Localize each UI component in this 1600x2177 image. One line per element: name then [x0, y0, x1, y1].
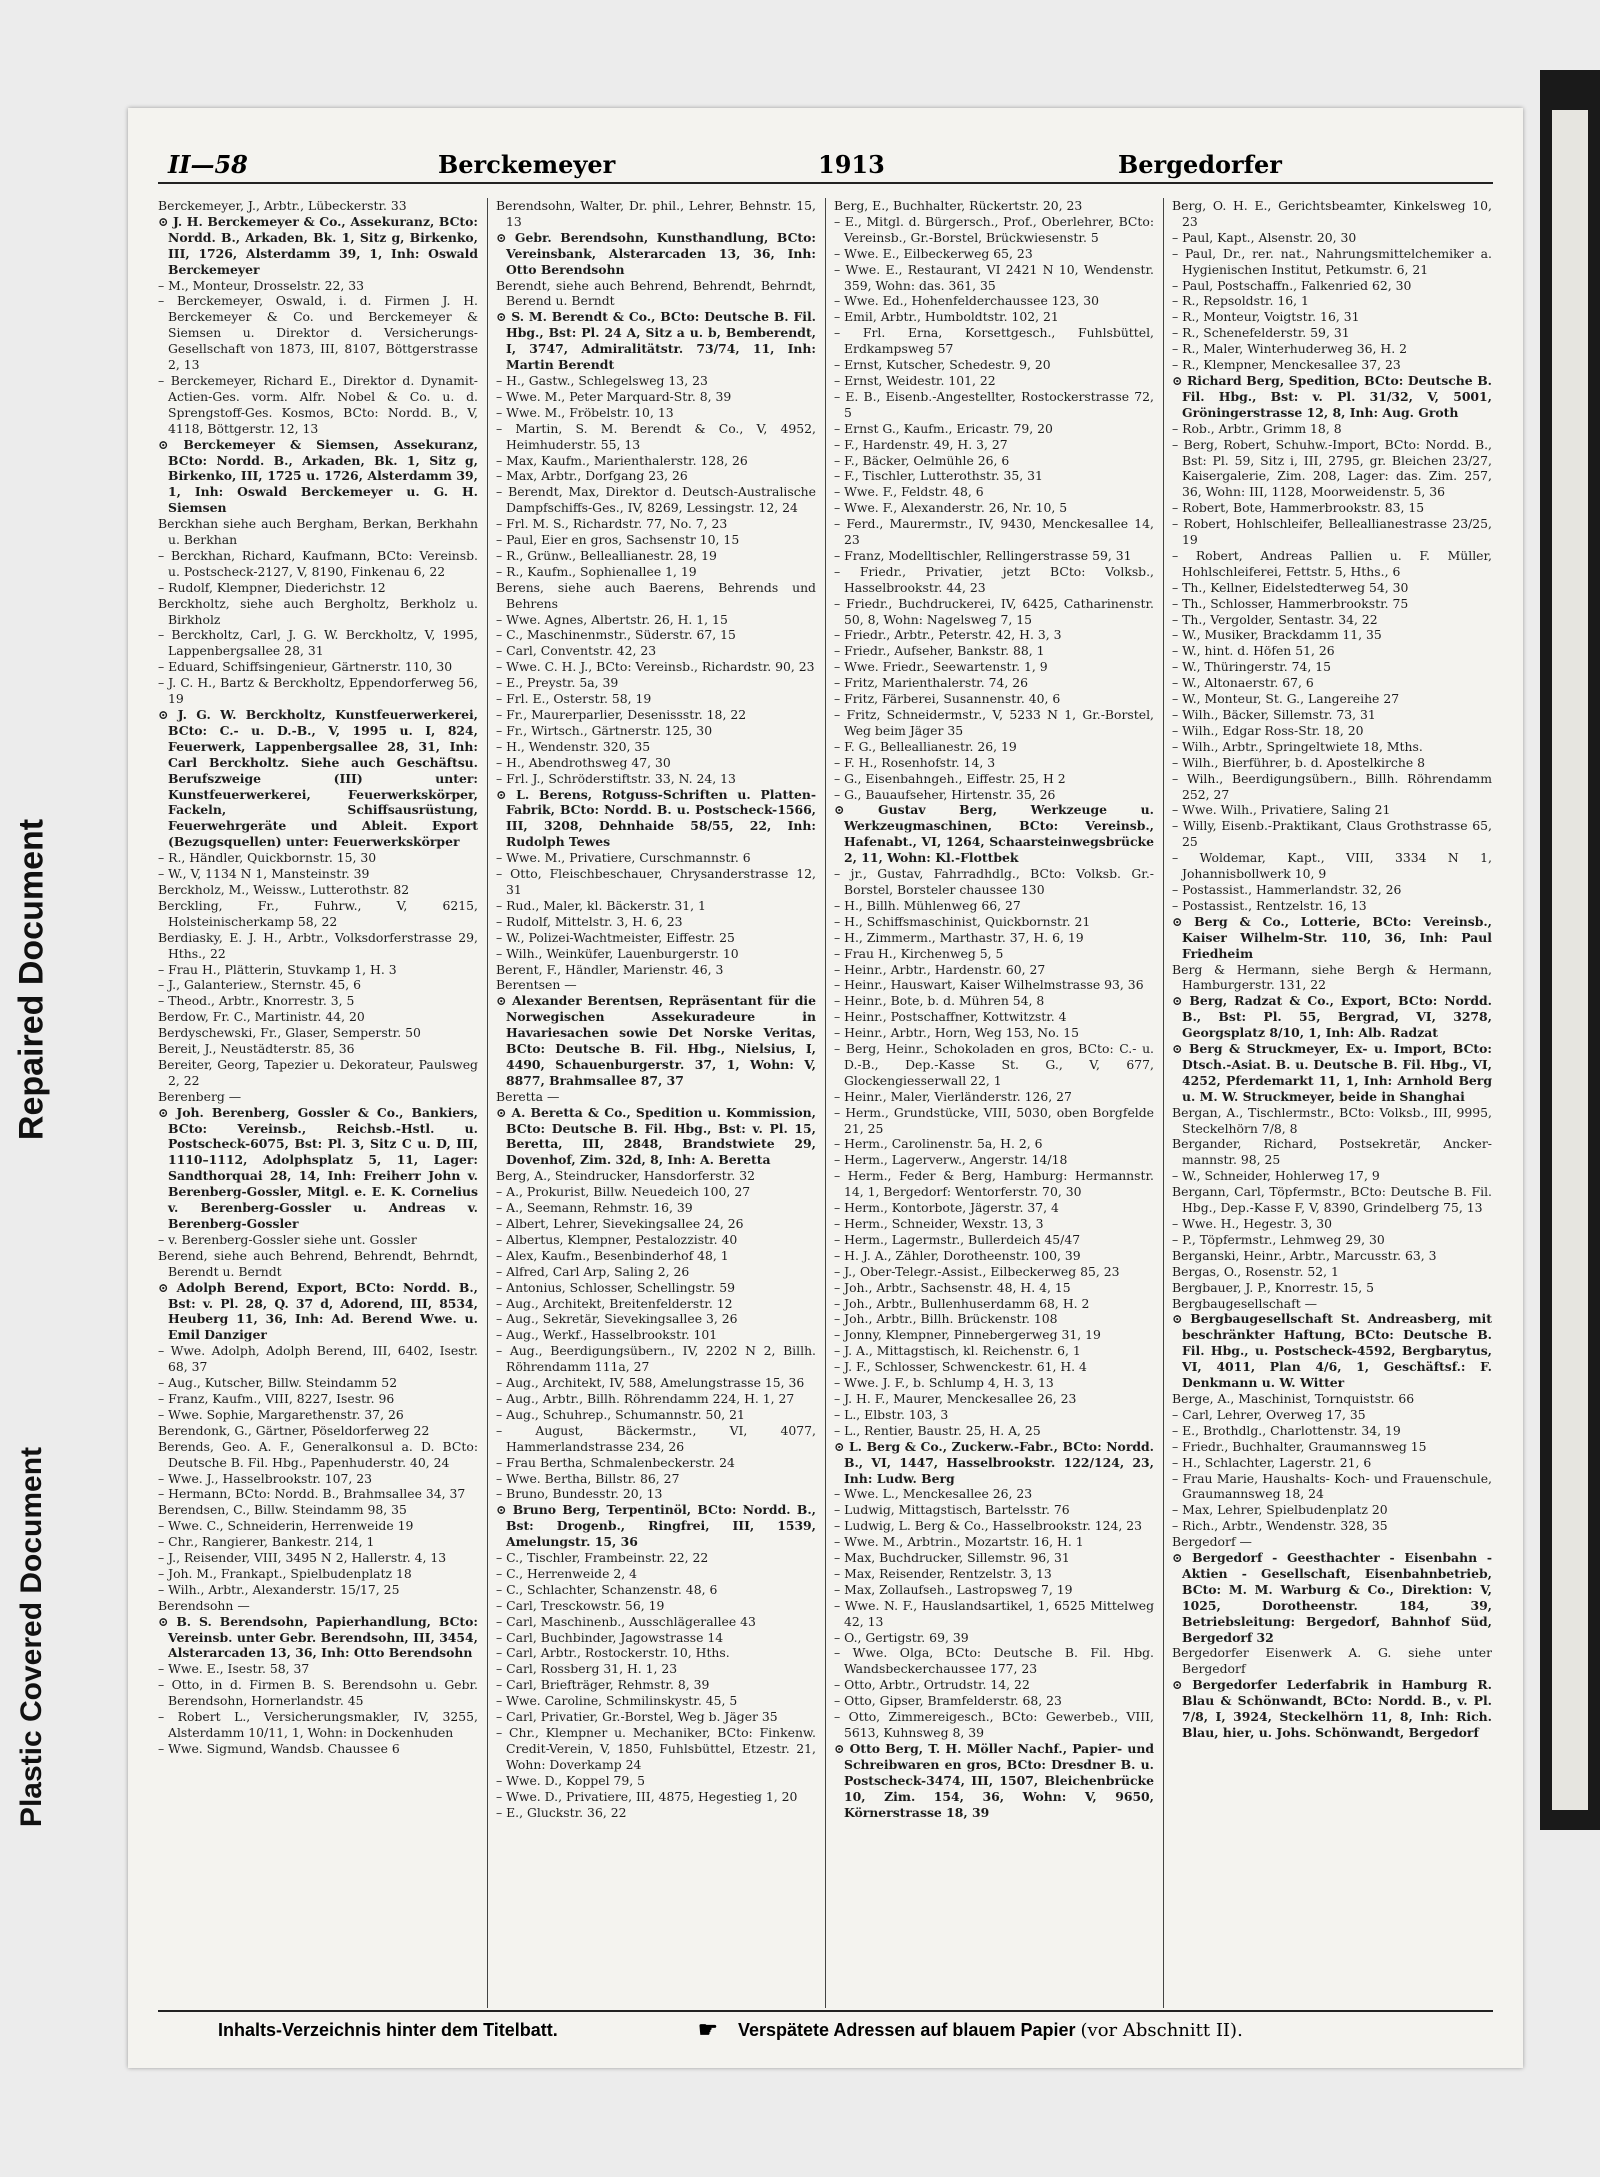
directory-entry: – Wwe. M., Arbtrin., Mozartstr. 16, H. 1 — [834, 1534, 1084, 1550]
directory-entry: – Ludwig, Mittagstisch, Bartelsstr. 76 — [834, 1502, 1070, 1518]
directory-entry: – W., Polizei-Wachtmeister, Eiffestr. 25 — [496, 929, 735, 945]
directory-entry: – Frau H., Kirchenweg 5, 5 — [834, 945, 1004, 961]
directory-entry: – Fritz, Schneidermstr., V, 5233 N 1, Gr.-Borstel, Weg beim Jäger 35 — [834, 707, 1154, 738]
directory-entry: – Fr., Maurerparlier, Desenissstr. 18, 22 — [496, 707, 747, 722]
directory-entry: Bergedorfer Eisenwerk A. G. siehe unter Bergedorf — [1172, 1645, 1492, 1677]
directory-entry: – Fritz, Marienthalerstr. 74, 26 — [834, 675, 1029, 691]
directory-entry: – W., Thüringerstr. 74, 15 — [1172, 659, 1331, 675]
directory-entry: – Wwe. L., Menckesallee 26, 23 — [834, 1486, 1033, 1502]
header-year: 1913 — [818, 150, 885, 179]
directory-entry: – Wwe. E., Restaurant, VI 2421 N 10, Wendenstr. 359, Wohn: das. 361, 35 — [834, 261, 1154, 293]
directory-entry: – H., Gastw., Schlegelsweg 13, 23 — [496, 372, 708, 388]
directory-entry: – Rob., Arbtr., Grimm 18, 8 — [1172, 420, 1342, 436]
directory-entry: Bergander, Richard, Postsekretär, Ancker-mannstr. 98, 25 — [1172, 1136, 1492, 1168]
directory-entry: – Max, Buchdrucker, Sillemstr. 96, 31 — [834, 1550, 1070, 1566]
directory-entry: – Ludwig, L. Berg & Co., Hasselbrookstr. 124, 23 — [834, 1518, 1143, 1534]
directory-entry: – W., Altonaerstr. 67, 6 — [1172, 675, 1314, 691]
directory-entry: – Fritz, Färberei, Susannenstr. 40, 6 — [834, 691, 1061, 707]
directory-entry: Berends, Geo. A. F., Generalkonsul a. D. BCto: Deutsche B. Fil. Hbg., Papenhuderstr. 40, 24 — [158, 1438, 478, 1470]
directory-entry: – Paul, Dr., rer. nat., Nahrungsmittelchemiker a. Hygienischen Institut, Petkumstr. 6, 21 — [1172, 245, 1492, 277]
directory-entry: – P., Töpfermstr., Lehmweg 29, 30 — [1172, 1231, 1385, 1247]
directory-entry: – Carl, Privatier, Gr.-Borstel, Weg b. Jäger 35 — [496, 1709, 778, 1725]
directory-entry: – August, Bäckermstr., VI, 4077, Hammerlandstrasse 234, 26 — [496, 1422, 816, 1454]
directory-entry: ⊙ Bergedorfer Lederfabrik in Hamburg R. Blau & Schönwandt, BCto: Nordd. B., v. Pl. 7/8, I, 3924, Steckelhörn 11, 8, Inh: Rich. Blau, hier, u. Johs. Schönwandt, Bergedorf — [1172, 1677, 1492, 1740]
footer-late-addresses — [738, 2020, 1243, 2041]
directory-entry: – Berckemeyer, Richard E., Direktor d. Dynamit-Actien-Ges. vorm. Alfr. Nobel & Co. u. d. Sprengstoff-Ges. Kosmos, BCto: Nordd. B., V, 4118, Böttgerstr. 12, 13 — [158, 372, 478, 436]
directory-entry: – E., Preystr. 5a, 39 — [496, 675, 619, 691]
directory-entry: – H., Zimmerm., Marthastr. 37, H. 6, 19 — [834, 929, 1084, 945]
directory-entry: – E. B., Eisenb.-Angestellter, Rostockerstrasse 72, 5 — [834, 388, 1154, 420]
directory-entry: Bergedorf — — [1172, 1534, 1252, 1550]
directory-entry: – Rudolf, Mittelstr. 3, H. 6, 23 — [496, 913, 683, 929]
directory-entry: – H., Wendenstr. 320, 35 — [496, 738, 651, 754]
directory-entry: – Paul, Postschaffn., Falkenried 62, 30 — [1172, 277, 1412, 293]
directory-entry: – Frl. E., Osterstr. 58, 19 — [496, 691, 652, 707]
directory-entry: ⊙ Berg & Struckmeyer, Ex- u. Import, BCto: Dtsch.-Asiat. B. u. Deutsche B. Fil. Hbg., VI, 4252, Pferdemarkt 11, 1, Inh: Arnhold Berg u. M. W. Struckmeyer, beide in Shanghai — [1172, 1041, 1492, 1104]
directory-entry: – Heinr., Bote, b. d. Mühren 54, 8 — [834, 993, 1045, 1009]
directory-entry: Beretta — — [496, 1088, 560, 1104]
column-divider — [825, 198, 826, 2008]
directory-entry: – Th., Schlosser, Hammerbrookstr. 75 — [1172, 595, 1409, 611]
directory-entry: – Frau H., Plätterin, Stuvkamp 1, H. 3 — [158, 961, 397, 977]
directory-entry: – Max, Reisender, Rentzelstr. 3, 13 — [834, 1565, 1052, 1581]
directory-entry: – Franz, Kaufm., VIII, 8227, Isestr. 96 — [158, 1390, 395, 1406]
directory-entry: – H. J. A., Zähler, Dorotheenstr. 100, 39 — [834, 1247, 1081, 1263]
directory-entry: – R., Kaufm., Sophienallee 1, 19 — [496, 563, 697, 579]
directory-entry: – Otto, Fleischbeschauer, Chrysanderstrasse 12, 31 — [496, 866, 816, 897]
directory-entry: – Joh., Arbtr., Billh. Brückenstr. 108 — [834, 1311, 1058, 1327]
directory-entry: – F., Tischler, Lutterothstr. 35, 31 — [834, 468, 1043, 484]
directory-entry: – Carl, Maschinenb., Ausschlägerallee 43 — [496, 1613, 756, 1629]
directory-entry: – J. H. F., Maurer, Menckesallee 26, 23 — [834, 1390, 1077, 1406]
directory-entry: – Friedr., Arbtr., Peterstr. 42, H. 3, 3 — [834, 627, 1062, 643]
footer-section-note: (vor Abschnitt II). — [1080, 2020, 1243, 2041]
directory-entry: – Jonny, Klempner, Pinnebergerweg 31, 19 — [834, 1327, 1101, 1343]
directory-entry: ⊙ Richard Berg, Spedition, BCto: Deutsche B. Fil. Hbg., Bst: v. Pl. 31/32, V, 5001, Gröningerstrasse 12, 8, Inh: Aug. Groth — [1172, 372, 1492, 420]
directory-entry: – Wwe. H., Hegestr. 3, 30 — [1172, 1216, 1333, 1231]
directory-entry: – F., Bäcker, Oelmühle 26, 6 — [834, 452, 1010, 468]
directory-entry: – Wilh., Bäcker, Sillemstr. 73, 31 — [1172, 707, 1376, 722]
directory-entry: Berendsohn — — [158, 1597, 250, 1613]
directory-entry: – Carl, Tresckowstr. 56, 19 — [496, 1597, 665, 1613]
directory-entry: – W., Schneider, Hohlerweg 17, 9 — [1172, 1168, 1380, 1184]
directory-entry: ⊙ Bergbaugesellschaft St. Andreasberg, mit beschränkter Haftung, BCto: Deutsche B. Fil. Hbg., u. Postscheck-4592, Bergbarytus, VI, 4011, Plan 4/6, 1, Geschäftsf.: F. Denkmann u. W. Witter — [1172, 1311, 1492, 1391]
directory-entry: Berg & Hermann, siehe Bergh & Hermann, Hamburgerstr. 131, 22 — [1172, 961, 1492, 993]
directory-entry: – Eduard, Schiffsingenieur, Gärtnerstr. 110, 30 — [158, 659, 453, 675]
directory-entry: – Aug., Architekt, Breitenfelderstr. 12 — [496, 1295, 733, 1311]
side-label-plastic-text: Plastic Covered Document — [15, 1446, 48, 1828]
directory-entry: – Martin, S. M. Berendt & Co., V, 4952, Heimhuderstr. 55, 13 — [496, 420, 816, 452]
directory-entry: – Postassist., Hammerlandstr. 32, 26 — [1172, 881, 1402, 897]
directory-entry: – Wwe. Sophie, Margarethenstr. 37, 26 — [158, 1406, 404, 1422]
side-label-repaired — [13, 750, 52, 1210]
directory-entry: – Max, Zollaufseh., Lastropsweg 7, 19 — [834, 1581, 1073, 1597]
directory-entry: – M., Monteur, Drosselstr. 22, 33 — [158, 277, 365, 293]
directory-entry: – J. F., Schlosser, Schwenckestr. 61, H. 4 — [834, 1359, 1087, 1375]
column-2 — [496, 198, 816, 2008]
directory-entry: – A., Seemann, Rehmstr. 16, 39 — [496, 1200, 693, 1216]
directory-entry: Berg, O. H. E., Gerichtsbeamter, Kinkelsweg 10, 23 — [1172, 198, 1492, 229]
directory-entry: – Antonius, Schlosser, Schellingstr. 59 — [496, 1279, 736, 1295]
adjacent-page-edge — [1540, 70, 1600, 1830]
directory-entry: – Friedr., Aufseher, Bankstr. 88, 1 — [834, 643, 1045, 659]
directory-entry: – H., Schiffsmaschinist, Quickbornstr. 21 — [834, 913, 1091, 929]
directory-entry: – Ferd., Maurermstr., IV, 9430, Menckesallee 14, 23 — [834, 516, 1154, 548]
directory-entry: – R., Maler, Winterhuderweg 36, H. 2 — [1172, 341, 1407, 357]
directory-entry: – Carl, Briefträger, Rehmstr. 8, 39 — [496, 1677, 710, 1693]
directory-entry: Bereiter, Georg, Tapezier u. Dekorateur, Paulsweg 2, 22 — [158, 1056, 478, 1088]
directory-entry: ⊙ J. H. Berckemeyer & Co., Assekuranz, BCto: Nordd. B., Arkaden, Bk. 1, Sitz g, Birkenko, III, 1726, Alsterdamm 39, 1, Inh: Oswald Berckemeyer — [158, 213, 478, 277]
directory-entry: – H., Abendrothsweg 47, 30 — [496, 754, 671, 770]
directory-entry: – Aug., Arbtr., Billh. Röhrendamm 224, H. 1, 27 — [496, 1390, 795, 1406]
directory-entry: ⊙ Bergedorf - Geesthachter - Eisenbahn - Aktien - Gesellschaft, Eisenbahnbetrieb, BCto: M. M. Warburg & Co., Direktion: V, 1025, Dorotheenstr. 184, 39, Betriebsleitung: Bergedorf, Bahnhof Süd, Bergedorf 32 — [1172, 1550, 1492, 1645]
directory-entry: – Friedr., Buchdruckerei, IV, 6425, Catharinenstr. 50, 8, Wohn: Nagelsweg 7, 15 — [834, 595, 1154, 627]
directory-entry: Berckemeyer, J., Arbtr., Lübeckerstr. 33 — [158, 198, 407, 213]
directory-entry: Berenberg — — [158, 1088, 242, 1104]
page-footer — [158, 2010, 1493, 2052]
directory-entry: – Wilh., Weinküfer, Lauenburgerstr. 10 — [496, 945, 739, 961]
header-last-entry: Bergedorfer — [1118, 150, 1282, 179]
directory-entry: – Berckemeyer, Oswald, i. d. Firmen J. H. Berckemeyer & Co. und Berckemeyer & Siemsen u. Direktor d. Versicherungs-Gesellschaft von 1873, III, 8107, Böttgerstrasse 2, 13 — [158, 293, 478, 373]
directory-entry: – Wwe. Ed., Hohenfelderchaussee 123, 30 — [834, 293, 1100, 309]
directory-entry: – Otto, Gipser, Bramfelderstr. 68, 23 — [834, 1693, 1062, 1709]
directory-entry: – Aug., Werkf., Hasselbrookstr. 101 — [496, 1327, 718, 1343]
directory-entry: – Albert, Lehrer, Sievekingsallee 24, 26 — [496, 1216, 744, 1231]
directory-entry: – jr., Gustav, Fahrradhdlg., BCto: Volksb. Gr.-Borstel, Borsteler chaussee 130 — [834, 866, 1154, 897]
directory-entry: Berendsohn, Walter, Dr. phil., Lehrer, Behnstr. 15, 13 — [496, 198, 816, 229]
directory-entry: – Wilh., Edgar Ross-Str. 18, 20 — [1172, 722, 1364, 738]
directory-entry: – Herm., Kontorbote, Jägerstr. 37, 4 — [834, 1200, 1059, 1216]
directory-entry: Bergbaugesellschaft — — [1172, 1295, 1318, 1311]
directory-entry: – Aug., Kutscher, Billw. Steindamm 52 — [158, 1375, 398, 1391]
directory-entry: – Herm., Lagermstr., Bullerdeich 45/47 — [834, 1231, 1081, 1247]
directory-entry: ⊙ Bruno Berg, Terpentinöl, BCto: Nordd. B., Bst: Drogenb., Ringfrei, III, 1539, Amelungstr. 15, 36 — [496, 1502, 816, 1550]
directory-entry: – R., Klempner, Menckesallee 37, 23 — [1172, 357, 1401, 373]
directory-entry: – Paul, Eier en gros, Sachsenstr 10, 15 — [496, 532, 740, 548]
directory-entry: Berendonk, G., Gärtner, Pöseldorferweg 22 — [158, 1422, 430, 1438]
directory-entry: – Wwe. D., Privatiere, III, 4875, Hegestieg 1, 20 — [496, 1788, 798, 1804]
directory-entry: – Wwe. Bertha, Billstr. 86, 27 — [496, 1470, 680, 1486]
directory-entry: – J. A., Mittagstisch, kl. Reichenstr. 6, 1 — [834, 1343, 1081, 1359]
directory-entry: – H., Schlachter, Lagerstr. 21, 6 — [1172, 1454, 1372, 1470]
directory-entry: – E., Brothdlg., Charlottenstr. 34, 19 — [1172, 1422, 1401, 1438]
directory-entry: – Joh. M., Frankapt., Spielbudenplatz 18 — [158, 1565, 412, 1581]
page-number: II—58 — [168, 150, 248, 179]
column-1 — [158, 198, 478, 2008]
column-divider — [487, 198, 488, 2008]
directory-entry: – Herm., Grundstücke, VIII, 5030, oben Borgfelde 21, 25 — [834, 1104, 1154, 1136]
directory-entry: Berent, F., Händler, Marienstr. 46, 3 — [496, 961, 724, 977]
directory-entry: – Wwe. M., Privatiere, Curschmannstr. 6 — [496, 850, 751, 866]
directory-entry: Berendt, siehe auch Behrend, Behrendt, Behrndt, Berend u. Berndt — [496, 277, 816, 309]
directory-entry: ⊙ Joh. Berenberg, Gossler & Co., Bankiers, BCto: Vereinsb., Reichsb.-Hstl. u. Postscheck-6075, Bst: Pl. 3, Sitz C u. D, III, 1110–1112, Adolphsplatz 5, 11, Lager: Sandthorquai 28, 14, Inh: Freiherr John v. Berenberg-Gossler, Mitgl. e. E. K. Cornelius v. Berenberg-Gossler u. Andreas v. Berenberg-Gossler — [158, 1104, 478, 1231]
directory-entry: – Berckholtz, Carl, J. G. W. Berckholtz, V, 1995, Lappenbergsallee 28, 31 — [158, 627, 478, 659]
directory-entry: Berg, E., Buchhalter, Rückertstr. 20, 23 — [834, 198, 1083, 213]
directory-entry: – C., Maschinenmstr., Süderstr. 67, 15 — [496, 627, 736, 643]
directory-entry: – Frau Bertha, Schmalenbeckerstr. 24 — [496, 1454, 735, 1470]
directory-entry: – Wilh., Arbtr., Alexanderstr. 15/17, 25 — [158, 1581, 400, 1597]
directory-entry: – Otto, in d. Firmen B. S. Berendsohn u. Gebr. Berendsohn, Hornerlandstr. 45 — [158, 1677, 478, 1709]
directory-entry: ⊙ S. M. Berendt & Co., BCto: Deutsche B. Fil. Hbg., Bst: Pl. 24 A, Sitz a u. b, Bemberendt, I, 3747, Admiralitätstr. 73/74, 11, Inh: Martin Berendt — [496, 309, 816, 373]
column-divider — [1163, 198, 1164, 2008]
directory-entry: – Friedr., Privatier, jetzt BCto: Volksb., Hasselbrookstr. 44, 23 — [834, 563, 1154, 595]
directory-entry: – O., Gertigstr. 69, 39 — [834, 1629, 969, 1645]
directory-entry: – Wwe. M., Fröbelstr. 10, 13 — [496, 404, 674, 420]
directory-entry: – Aug., Beerdigungsübern., IV, 2202 N 2, Billh. Röhrendamm 111a, 27 — [496, 1343, 816, 1375]
directory-entry: – Wilh., Arbtr., Springeltwiete 18, Mths. — [1172, 738, 1423, 754]
directory-entry: – Wwe. D., Koppel 79, 5 — [496, 1772, 646, 1788]
directory-entry: – W., hint. d. Höfen 51, 26 — [1172, 643, 1335, 659]
column-3 — [834, 198, 1154, 2008]
directory-entry: – Carl, Lehrer, Overweg 17, 35 — [1172, 1406, 1366, 1422]
directory-entry: – Frau Marie, Haushalts- Koch- und Frauenschule, Graumannsweg 18, 24 — [1172, 1470, 1492, 1502]
directory-entry: – Max, Lehrer, Spielbudenplatz 20 — [1172, 1502, 1388, 1518]
directory-entry: – Rud., Maler, kl. Bäckerstr. 31, 1 — [496, 897, 706, 913]
directory-entry: – Paul, Kapt., Alsenstr. 20, 30 — [1172, 229, 1357, 245]
directory-entry: – Max, Arbtr., Dorfgang 23, 26 — [496, 468, 688, 484]
directory-entry: – Frl. M. S., Richardstr. 77, No. 7, 23 — [496, 516, 728, 532]
directory-entry: Berend, siehe auch Behrend, Behrendt, Behrndt, Berendt u. Berndt — [158, 1247, 478, 1279]
directory-entry: Bergas, O., Rosenstr. 52, 1 — [1172, 1263, 1339, 1279]
side-label-plastic — [15, 1387, 49, 1887]
directory-entry: Berckholtz, siehe auch Bergholtz, Berkholz u. Birkholz — [158, 595, 478, 627]
directory-entry: Berckholz, M., Weissw., Lutterothstr. 82 — [158, 881, 410, 897]
directory-entry: – R., Repsoldstr. 16, 1 — [1172, 293, 1309, 309]
directory-entry: – Wilh., Beerdigungsübern., Billh. Röhrendamm 252, 27 — [1172, 770, 1492, 802]
directory-entry: – F., Hardenstr. 49, H. 3, 27 — [834, 436, 1008, 452]
directory-entry: Berckling, Fr., Fuhrw., V, 6215, Holsteinischerkamp 58, 22 — [158, 897, 478, 929]
directory-entry: – R., Händler, Quickbornstr. 15, 30 — [158, 850, 377, 866]
directory-entry: – R., Schenefelderstr. 59, 31 — [1172, 325, 1350, 341]
directory-entry: – Wwe. Sigmund, Wandsb. Chaussee 6 — [158, 1740, 400, 1756]
directory-entry: – Ernst, Kutscher, Schedestr. 9, 20 — [834, 357, 1051, 373]
directory-entry: – J., Reisender, VIII, 3495 N 2, Hallerstr. 4, 13 — [158, 1550, 447, 1566]
directory-entry: Berdow, Fr. C., Martinistr. 44, 20 — [158, 1009, 365, 1025]
directory-entry: Bereit, J., Neustädterstr. 85, 36 — [158, 1041, 355, 1057]
directory-entry: ⊙ Berg & Co., Lotterie, BCto: Vereinsb., Kaiser Wilhelm-Str. 110, 36, Inh: Paul Friedheim — [1172, 913, 1492, 961]
directory-entry: – Hermann, BCto: Nordd. B., Brahmsallee 34, 37 — [158, 1486, 466, 1502]
directory-entry: – Frl. J., Schröderstiftstr. 33, N. 24, 13 — [496, 770, 736, 786]
pointing-hand-icon: ☛ — [698, 2017, 718, 2042]
directory-entry: – Chr., Rangierer, Bankestr. 214, 1 — [158, 1534, 375, 1550]
directory-entry: – Berg, Heinr., Schokoladen en gros, BCto: C.- u. D.-B., Dep.-Kasse St. G., V, 677, Glockengiesserwall 22, 1 — [834, 1041, 1154, 1088]
directory-entry: – Wwe. C., Schneiderin, Herrenweide 19 — [158, 1518, 414, 1534]
directory-entry: Bergann, Carl, Töpfermstr., BCto: Deutsche B. Fil. Hbg., Dep.-Kasse F, V, 8390, Grindelberg 75, 13 — [1172, 1184, 1492, 1216]
directory-entry: – Wwe. Wilh., Privatiere, Saling 21 — [1172, 802, 1391, 818]
directory-entry: Berdyschewski, Fr., Glaser, Semperstr. 50 — [158, 1025, 421, 1041]
directory-entry: – J., Galanteriew., Sternstr. 45, 6 — [158, 977, 362, 993]
directory-entry: – Heinr., Hauswart, Kaiser Wilhelmstrasse 93, 36 — [834, 977, 1144, 993]
directory-entry: – Otto, Arbtr., Ortrudstr. 14, 22 — [834, 1677, 1030, 1693]
directory-entry: – Emil, Arbtr., Humboldtstr. 102, 21 — [834, 309, 1059, 325]
header-first-entry: Berckemeyer — [438, 150, 616, 179]
directory-entry: – Aug., Sekretär, Sievekingsallee 3, 26 — [496, 1311, 738, 1327]
footer-index-note: Inhalts-Verzeichnis hinter dem Titelbatt. — [218, 2020, 558, 2040]
directory-entry: – Th., Vergolder, Sentastr. 34, 22 — [1172, 611, 1378, 627]
directory-entry: – Franz, Modelltischler, Rellingerstrasse 59, 31 — [834, 547, 1132, 563]
directory-entry: ⊙ Gebr. Berendsohn, Kunsthandlung, BCto: Vereinsbank, Alsterarcaden 13, 36, Inh: Otto Berendsohn — [496, 229, 816, 277]
directory-entry: – Otto, Zimmereigesch., BCto: Gewerbeb., VIII, 5613, Kuhnsweg 8, 39 — [834, 1709, 1154, 1740]
directory-entry: – A., Prokurist, Billw. Neuedeich 100, 27 — [496, 1184, 751, 1200]
directory-entry: – Rudolf, Klempner, Diederichstr. 12 — [158, 579, 386, 595]
directory-entry: – Chr., Klempner u. Mechaniker, BCto: Finkenw. Credit-Verein, V, 1850, Fuhlsbüttel, Etzestr. 21, Wohn: Doverkamp 24 — [496, 1725, 816, 1772]
directory-entry: – Alex, Kaufm., Besenbinderhof 48, 1 — [496, 1247, 729, 1263]
directory-entry: – Wwe. N. F., Hauslandsartikel, 1, 6525 Mittelweg 42, 13 — [834, 1597, 1154, 1629]
directory-entry: – Wwe. Caroline, Schmilinskystr. 45, 5 — [496, 1693, 738, 1709]
directory-entry: – C., Herrenweide 2, 4 — [496, 1565, 638, 1581]
side-label-repaired-text: Repaired Document — [12, 818, 51, 1141]
directory-entry: – H., Billh. Mühlenweg 66, 27 — [834, 897, 1021, 913]
directory-entry: – Heinr., Postschaffner, Kottwitzstr. 4 — [834, 1009, 1067, 1025]
directory-entry: – Friedr., Buchhalter, Graumannsweg 15 — [1172, 1438, 1427, 1454]
directory-entry: Berendsen, C., Billw. Steindamm 98, 35 — [158, 1502, 407, 1518]
directory-entry: – Carl, Buchbinder, Jagowstrasse 14 — [496, 1629, 724, 1645]
directory-entry: ⊙ J. G. W. Berckholtz, Kunstfeuerwerkerei, BCto: C.- u. D.-B., V, 1995 u. I, 824, Feuerwerk, Lappenbergsallee 28, 31, Inh: Carl Berckholtz. Siehe auch Geschäftsu. Berufszweige (III) unter: Kunstfeuerwerkerei, Feuerwerkskörper, Fackeln, Schiffsausrüstung, Feuerwehrgeräte und Ableit. Export (Bezugsquellen) unter: Feuerwerkskörper — [158, 707, 478, 850]
directory-entry: – Carl, Conventstr. 42, 23 — [496, 643, 657, 659]
directory-entry: – R., Monteur, Voigtstr. 16, 31 — [1172, 309, 1360, 325]
directory-entry: – Berckhan, Richard, Kaufmann, BCto: Vereinsb. u. Postscheck-2127, V, 8190, Finkenau 6, 22 — [158, 547, 478, 579]
directory-entry: – Robert, Hohlschleifer, Belleallianestrasse 23/25, 19 — [1172, 516, 1492, 548]
directory-entry: Bergbauer, J. P., Knorrestr. 15, 5 — [1172, 1279, 1375, 1295]
directory-entry: – R., Grünw., Belleallianestr. 28, 19 — [496, 547, 717, 563]
directory-entry: – Wwe. Adolph, Adolph Berend, III, 6402, Isestr. 68, 37 — [158, 1343, 478, 1375]
directory-entry: – Wilh., Bierführer, b. d. Apostelkirche 8 — [1172, 754, 1425, 770]
directory-entry: – E., Mitgl. d. Bürgersch., Prof., Oberlehrer, BCto: Vereinsb., Gr.-Borstel, Brückwiesenstr. 5 — [834, 213, 1154, 245]
directory-entry: – G., Eisenbahngeh., Eiffestr. 25, H 2 — [834, 770, 1066, 786]
directory-entry: ⊙ Adolph Berend, Export, BCto: Nordd. B., Bst: v. Pl. 28, Q. 37 d, Adorend, III, 8534, Heuberg 11, 36, Inh: Ad. Berend Wwe. u. Emil Danziger — [158, 1279, 478, 1343]
directory-entry: – Robert L., Versicherungsmakler, IV, 3255, Alsterdamm 10/11, 1, Wohn: in Dockenhuden — [158, 1709, 478, 1740]
directory-entry: – C., Schlachter, Schanzenstr. 48, 6 — [496, 1581, 718, 1597]
directory-entry: ⊙ L. Berg & Co., Zuckerw.-Fabr., BCto: Nordd. B., VI, 1447, Hasselbrookstr. 122/124, 23, Inh: Ludw. Berg — [834, 1438, 1154, 1486]
directory-entry: – Frl. Erna, Korsettgesch., Fuhlsbüttel, Erdkampsweg 57 — [834, 325, 1154, 357]
directory-entry: ⊙ Gustav Berg, Werkzeuge u. Werkzeugmaschinen, BCto: Vereinsb., Hafenabt., VI, 1264, Schaarsteinwegsbrücke 2, 11, Wohn: Kl.-Flottbek — [834, 802, 1154, 866]
directory-entry: – Ernst G., Kaufm., Ericastr. 79, 20 — [834, 420, 1053, 436]
directory-entry: – L., Elbstr. 103, 3 — [834, 1406, 949, 1422]
directory-entry: – Aug., Schuhrep., Schumannstr. 50, 21 — [496, 1406, 745, 1422]
directory-entry: – Fr., Wirtsch., Gärtnerstr. 125, 30 — [496, 722, 713, 738]
directory-entry: Bergan, A., Tischlermstr., BCto: Volksb., III, 9995, Steckelhörn 7/8, 8 — [1172, 1104, 1492, 1136]
directory-entry: ⊙ Berckemeyer & Siemsen, Assekuranz, BCto: Nordd. B., Arkaden, Bk. 1, Sitz g, Birkenko, III, 1725 u. 1726, Alsterdamm 39, 1, Inh: Oswald Berckemeyer u. G. H. Siemsen — [158, 436, 478, 516]
directory-entry: – C., Tischler, Frambeinstr. 22, 22 — [496, 1550, 709, 1566]
directory-entry: – J. C. H., Bartz & Berckholtz, Eppendorferweg 56, 19 — [158, 675, 478, 707]
directory-entry: – Herm., Lagerverw., Angerstr. 14/18 — [834, 1152, 1068, 1168]
directory-entry: – Wwe. Friedr., Seewartenstr. 1, 9 — [834, 659, 1048, 675]
directory-entry: – v. Berenberg-Gossler siehe unt. Gossler — [158, 1231, 417, 1247]
directory-entry: – F. H., Rosenhofstr. 14, 3 — [834, 754, 996, 770]
directory-entry: – Theod., Arbtr., Knorrestr. 3, 5 — [158, 993, 355, 1009]
directory-entry: – Aug., Architekt, IV, 588, Amelungstrasse 15, 36 — [496, 1375, 805, 1391]
directory-entry: Berens, siehe auch Baerens, Behrends und Behrens — [496, 579, 816, 611]
directory-entry: – Wwe. J. F., b. Schlump 4, H. 3, 13 — [834, 1375, 1054, 1391]
directory-entry: – Wwe. M., Peter Marquard-Str. 8, 39 — [496, 388, 732, 404]
directory-entry: Berdiasky, E. J. H., Arbtr., Volksdorferstrasse 29, Hths., 22 — [158, 929, 478, 961]
directory-entry: – Wwe. F., Alexanderstr. 26, Nr. 10, 5 — [834, 500, 1068, 516]
directory-entry: – Herm., Carolinenstr. 5a, H. 2, 6 — [834, 1136, 1043, 1152]
directory-entry: ⊙ A. Beretta & Co., Spedition u. Kommission, BCto: Deutsche B. Fil. Hbg., Bst: v. Pl. 15, Beretta, III, 2848, Brandstwiete 29, Dovenhof, Zim. 32d, 8, Inh: A. Beretta — [496, 1104, 816, 1168]
column-4 — [1172, 198, 1492, 2008]
directory-entry: ⊙ B. S. Berendsohn, Papierhandlung, BCto: Vereinsb. unter Gebr. Berendsohn, III, 3454, Alsterarcaden 13, 36, Inh: Otto Berendsohn — [158, 1613, 478, 1661]
directory-entry: – Wwe. Agnes, Albertstr. 26, H. 1, 15 — [496, 611, 728, 627]
directory-entry: – Alfred, Carl Arp, Saling 2, 26 — [496, 1263, 690, 1279]
footer-late-addresses-text: Verspätete Adressen auf blauem Papier — [738, 2020, 1076, 2040]
directory-entry: ⊙ Alexander Berentsen, Repräsentant für die Norwegischen Assekuradeure in Havariesachen sowie Det Norske Veritas, BCto: Deutsche B. Fil. Hbg., Nielsius, I, 4490, Schauenburgerstr. 37, 1, Wohn: V, 8877, Brahmsallee 87, 37 — [496, 993, 816, 1088]
directory-entry: – Wwe. C. H. J., BCto: Vereinsb., Richardstr. 90, 23 — [496, 659, 815, 675]
directory-entry: – Robert, Bote, Hammerbrookstr. 83, 15 — [1172, 500, 1425, 516]
directory-entry: Berg, A., Steindrucker, Hansdorferstr. 32 — [496, 1168, 755, 1184]
directory-entry: – Carl, Arbtr., Rostockerstr. 10, Hths. — [496, 1645, 730, 1661]
directory-entry: ⊙ Otto Berg, T. H. Möller Nachf., Papier- und Schreibwaren en gros, BCto: Dresdner B. u. Postscheck-3474, III, 1507, Bleichenbrücke 10, Zim. 154, 36, Wohn: V, 9650, Körnerstrasse 18, 39 — [834, 1740, 1154, 1820]
directory-entry: – Wwe. E., Isestr. 58, 37 — [158, 1661, 310, 1677]
document-page — [128, 108, 1523, 2068]
directory-entry: – Herm., Feder & Berg, Hamburg: Hermannstr. 14, 1, Bergedorf: Wentorferstr. 70, 30 — [834, 1168, 1154, 1200]
directory-entry: – Albertus, Klempner, Pestalozzistr. 40 — [496, 1231, 738, 1247]
directory-entry: ⊙ Berg, Radzat & Co., Export, BCto: Nordd. B., Bst: Pl. 55, Bergrad, VI, 3278, Georgsplatz 8/10, 1, Inh: Alb. Radzat — [1172, 993, 1492, 1041]
directory-entry: – Heinr., Arbtr., Hardenstr. 60, 27 — [834, 961, 1046, 977]
directory-entry: – Carl, Rossberg 31, H. 1, 23 — [496, 1661, 678, 1677]
directory-entry: Berganski, Heinr., Arbtr., Marcusstr. 63, 3 — [1172, 1247, 1437, 1263]
directory-entry: Berge, A., Maschinist, Tornquiststr. 66 — [1172, 1390, 1415, 1406]
directory-entry: – Joh., Arbtr., Sachsenstr. 48, H. 4, 15 — [834, 1279, 1071, 1295]
directory-entry: – E., Gluckstr. 36, 22 — [496, 1804, 627, 1820]
directory-entry: – Berg, Robert, Schuhw.-Import, BCto: Nordd. B., Bst: Pl. 59, Sitz i, III, 2795, gr. Bleichen 23/27, Kaisergalerie, Zim. 208, Lager: das. Zim. 257, 36, Wohn: III, 1128, Moorweidenstr. 5, 36 — [1172, 436, 1492, 500]
directory-entry: – Wwe. E., Eilbeckerweg 65, 23 — [834, 245, 1033, 261]
directory-entry: – Joh., Arbtr., Bullenhuserdamm 68, H. 2 — [834, 1295, 1090, 1311]
directory-entry: – F. G., Belleallianestr. 26, 19 — [834, 738, 1017, 754]
directory-entry: – Heinr., Maler, Vierländerstr. 126, 27 — [834, 1088, 1072, 1104]
directory-entry: – G., Bauaufseher, Hirtenstr. 35, 26 — [834, 786, 1056, 802]
directory-entry: – Postassist., Rentzelstr. 16, 13 — [1172, 897, 1367, 913]
directory-entry: Berentsen — — [496, 977, 577, 993]
directory-entry: ⊙ L. Berens, Rotguss-Schriften u. Platten-Fabrik, BCto: Nordd. B. u. Postscheck-1566, III, 3208, Dehnhaide 58/55, 22, Inh: Rudolph Tewes — [496, 786, 816, 850]
directory-entry: – Ernst, Weidestr. 101, 22 — [834, 372, 996, 388]
directory-entry: – W., Musiker, Brackdamm 11, 35 — [1172, 627, 1382, 643]
directory-entry: – Wwe. Olga, BCto: Deutsche B. Fil. Hbg. Wandsbeckerchaussee 177, 23 — [834, 1645, 1154, 1677]
directory-entry: – Wwe. F., Feldstr. 48, 6 — [834, 484, 984, 500]
directory-entry: – J., Ober-Telegr.-Assist., Eilbeckerweg 85, 23 — [834, 1263, 1120, 1279]
directory-entry: – Heinr., Arbtr., Horn, Weg 153, No. 15 — [834, 1025, 1079, 1041]
directory-entry: Berckhan siehe auch Bergham, Berkan, Berkhahn u. Berkhan — [158, 516, 478, 548]
directory-entry: – Th., Kellner, Eidelstedterweg 54, 30 — [1172, 579, 1409, 595]
directory-entry: – W., Monteur, St. G., Langereihe 27 — [1172, 691, 1400, 707]
directory-columns — [158, 198, 1493, 2008]
directory-entry: – Woldemar, Kapt., VIII, 3334 N 1, Johannisbollwerk 10, 9 — [1172, 850, 1492, 882]
directory-entry: – Robert, Andreas Pallien u. F. Müller, Hohlschleiferei, Fettstr. 5, Hths., 6 — [1172, 547, 1492, 579]
directory-entry: – Bruno, Bundesstr. 20, 13 — [496, 1486, 663, 1502]
directory-entry: – Berendt, Max, Direktor d. Deutsch-Australische Dampfschiffs-Ges., IV, 8269, Lessingstr. 12, 24 — [496, 484, 816, 516]
directory-entry: – Willy, Eisenb.-Praktikant, Claus Grothstrasse 65, 25 — [1172, 818, 1492, 850]
page-header — [158, 148, 1493, 184]
directory-entry: – Max, Kaufm., Marienthalerstr. 128, 26 — [496, 452, 748, 468]
directory-entry: – Rich., Arbtr., Wendenstr. 328, 35 — [1172, 1518, 1388, 1534]
directory-entry: – L., Rentier, Baustr. 25, H. A, 25 — [834, 1422, 1041, 1438]
directory-entry: – Herm., Schneider, Wexstr. 13, 3 — [834, 1216, 1044, 1231]
directory-entry: – W., V, 1134 N 1, Mansteinstr. 39 — [158, 866, 370, 882]
directory-entry: – Wwe. J., Hasselbrookstr. 107, 23 — [158, 1470, 373, 1486]
